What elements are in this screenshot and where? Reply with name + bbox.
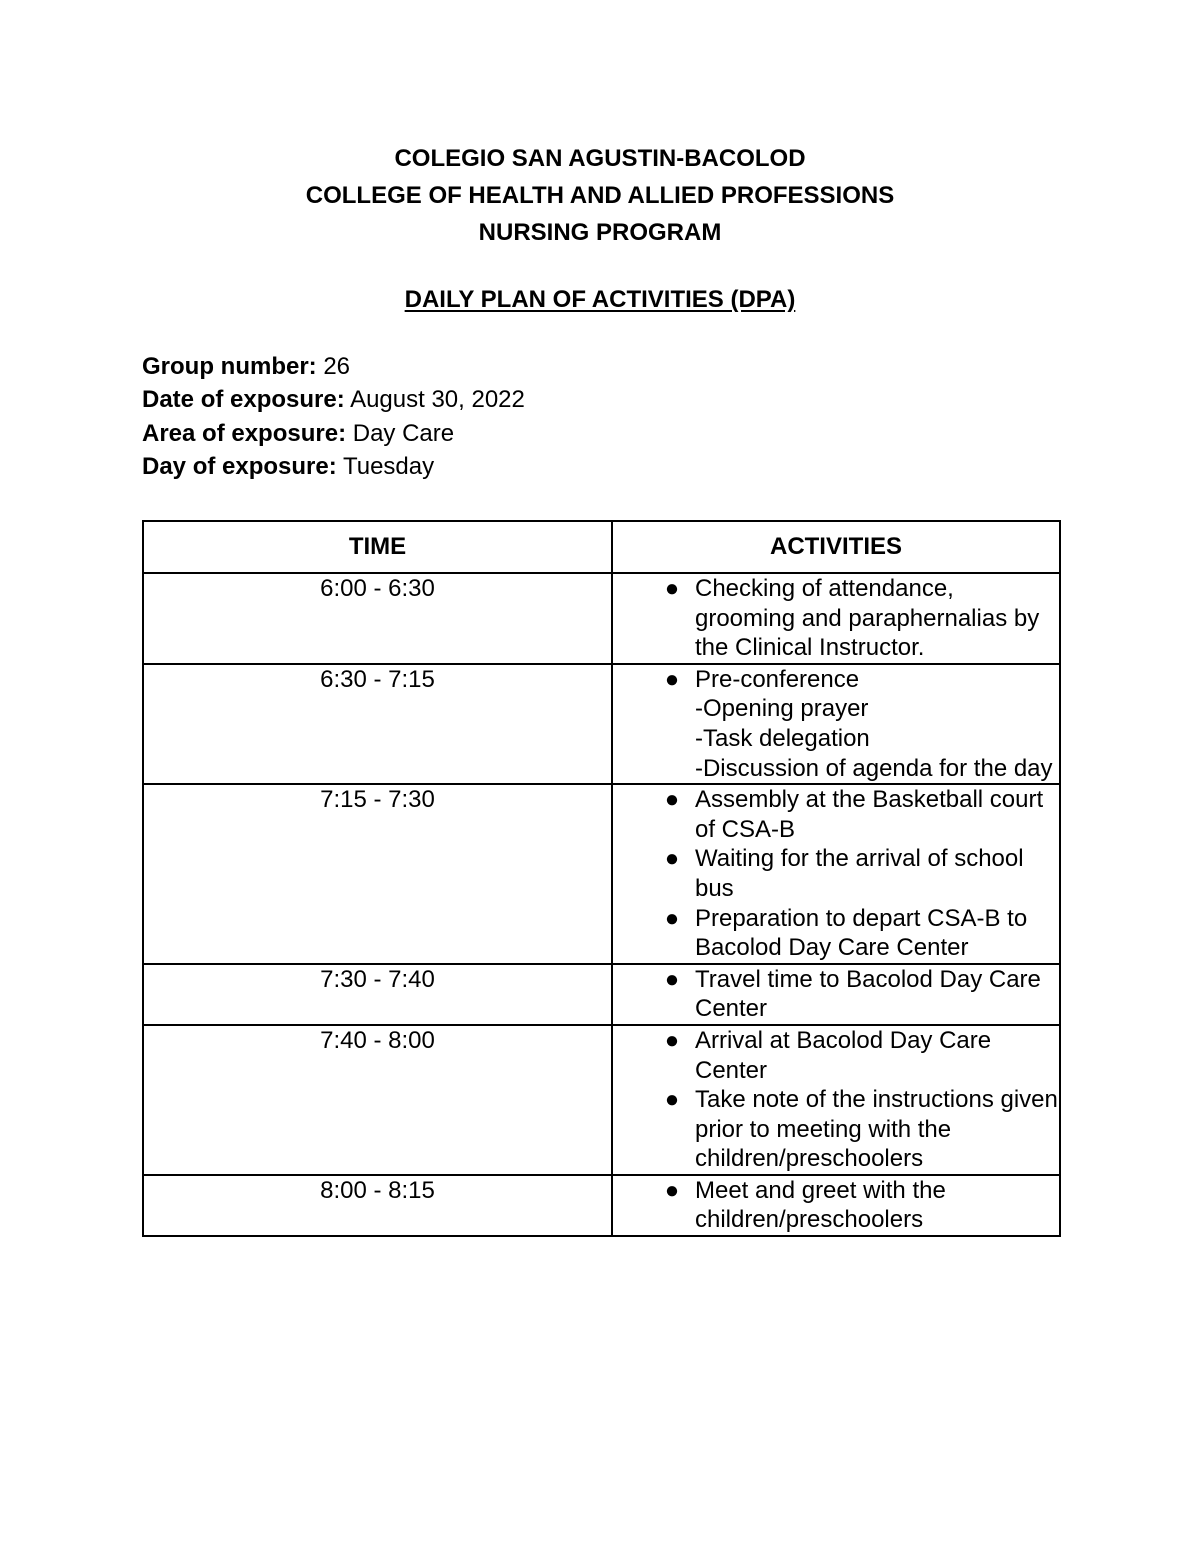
date-of-exposure-row: [142, 383, 525, 416]
activity-text: Pre-conference: [694, 665, 860, 693]
bullet-icon: ●: [664, 665, 680, 693]
table-row: [143, 964, 1060, 1025]
activity-item: [613, 1176, 1059, 1235]
time-slot: 6:00 - 6:30: [143, 573, 612, 664]
activity-item: [613, 785, 1059, 844]
area-of-exposure-label: Area of exposure:: [142, 419, 347, 447]
school-name: COLEGIO SAN AGUSTIN-BACOLOD: [394, 145, 806, 172]
college-name: COLLEGE OF HEALTH AND ALLIED PROFESSIONS: [305, 182, 895, 209]
bullet-icon: ●: [664, 1176, 680, 1204]
bullet-icon: ●: [664, 1086, 680, 1114]
table-row: [143, 664, 1060, 784]
activity-text: Waiting for the arrival of school bus: [694, 845, 1024, 902]
activity-item: [613, 1026, 1059, 1085]
date-of-exposure-value: August 30, 2022: [350, 386, 525, 414]
time-slot: 7:30 - 7:40: [143, 964, 612, 1025]
bullet-icon: ●: [664, 904, 680, 932]
program-name: NURSING PROGRAM: [478, 219, 722, 246]
activity-list: [613, 1176, 1059, 1235]
bullet-icon: ●: [664, 575, 680, 602]
activities-column-header: ACTIVITIES: [612, 521, 1060, 573]
table-row: [143, 784, 1060, 964]
activity-item: [613, 965, 1059, 1024]
day-of-exposure-row: [142, 450, 525, 483]
activity-list: [613, 574, 1059, 663]
group-number-row: [142, 350, 525, 383]
activity-text: Meet and greet with the children/preschoolers: [694, 1176, 946, 1234]
table-header-row: [143, 521, 1060, 573]
group-number-label: Group number:: [142, 353, 317, 380]
activity-text: Checking of attendance, grooming and paraphernalias by the Clinical Instructor.: [694, 575, 1040, 662]
time-slot: 8:00 - 8:15: [143, 1175, 612, 1236]
activities-cell: [612, 664, 1060, 784]
time-slot: 7:15 - 7:30: [143, 784, 612, 964]
bullet-icon: ●: [664, 1026, 680, 1054]
day-of-exposure-value: Tuesday: [342, 452, 435, 480]
document-title: DAILY PLAN OF ACTIVITIES (DPA): [404, 286, 796, 313]
table-row: [143, 573, 1060, 664]
exposure-details: [142, 350, 525, 483]
activities-cell: [612, 964, 1060, 1025]
day-of-exposure-label: Day of exposure:: [142, 452, 337, 480]
activity-list: [613, 665, 1059, 783]
activity-text: Preparation to depart CSA-B to Bacolod Day Care Center: [694, 904, 1028, 962]
sub-activity-text: -Discussion of agenda for the day: [694, 754, 1053, 782]
activity-text: Assembly at the Basketball court of CSA-B: [694, 786, 1044, 843]
bullet-icon: ●: [664, 965, 680, 993]
bullet-icon: ●: [664, 845, 680, 873]
activity-item: [613, 1085, 1059, 1174]
table-row: [143, 1175, 1060, 1236]
activities-cell: [612, 1175, 1060, 1236]
time-slot: 7:40 - 8:00: [143, 1025, 612, 1175]
activity-text: Arrival at Bacolod Day Care Center: [694, 1026, 992, 1084]
group-number-value: 26: [323, 353, 351, 380]
activity-list: [613, 785, 1059, 963]
time-slot: 6:30 - 7:15: [143, 664, 612, 784]
area-of-exposure-row: [142, 417, 525, 450]
table-row: [143, 1025, 1060, 1175]
activities-cell: [612, 784, 1060, 964]
activity-item: [613, 665, 1059, 783]
activities-cell: [612, 1025, 1060, 1175]
activity-text: Travel time to Bacolod Day Care Center: [694, 965, 1041, 1023]
bullet-icon: ●: [664, 786, 680, 814]
activity-text: Take note of the instructions given prior to meeting with the children/preschoolers: [694, 1086, 1058, 1173]
date-of-exposure-label: Date of exposure:: [142, 386, 345, 414]
sub-activity-text: -Opening prayer: [694, 695, 869, 723]
activity-list: [613, 1026, 1059, 1174]
time-column-header: TIME: [143, 521, 612, 573]
area-of-exposure-value: Day Care: [352, 419, 455, 447]
activity-list: [613, 965, 1059, 1024]
activities-cell: [612, 573, 1060, 664]
activities-table: [142, 520, 1061, 1237]
activity-item: [613, 574, 1059, 663]
activity-item: [613, 904, 1059, 963]
sub-activity-text: -Task delegation: [694, 724, 870, 752]
activity-item: [613, 844, 1059, 903]
institution-header: [0, 140, 1200, 251]
activities-table-body: [143, 573, 1060, 1236]
